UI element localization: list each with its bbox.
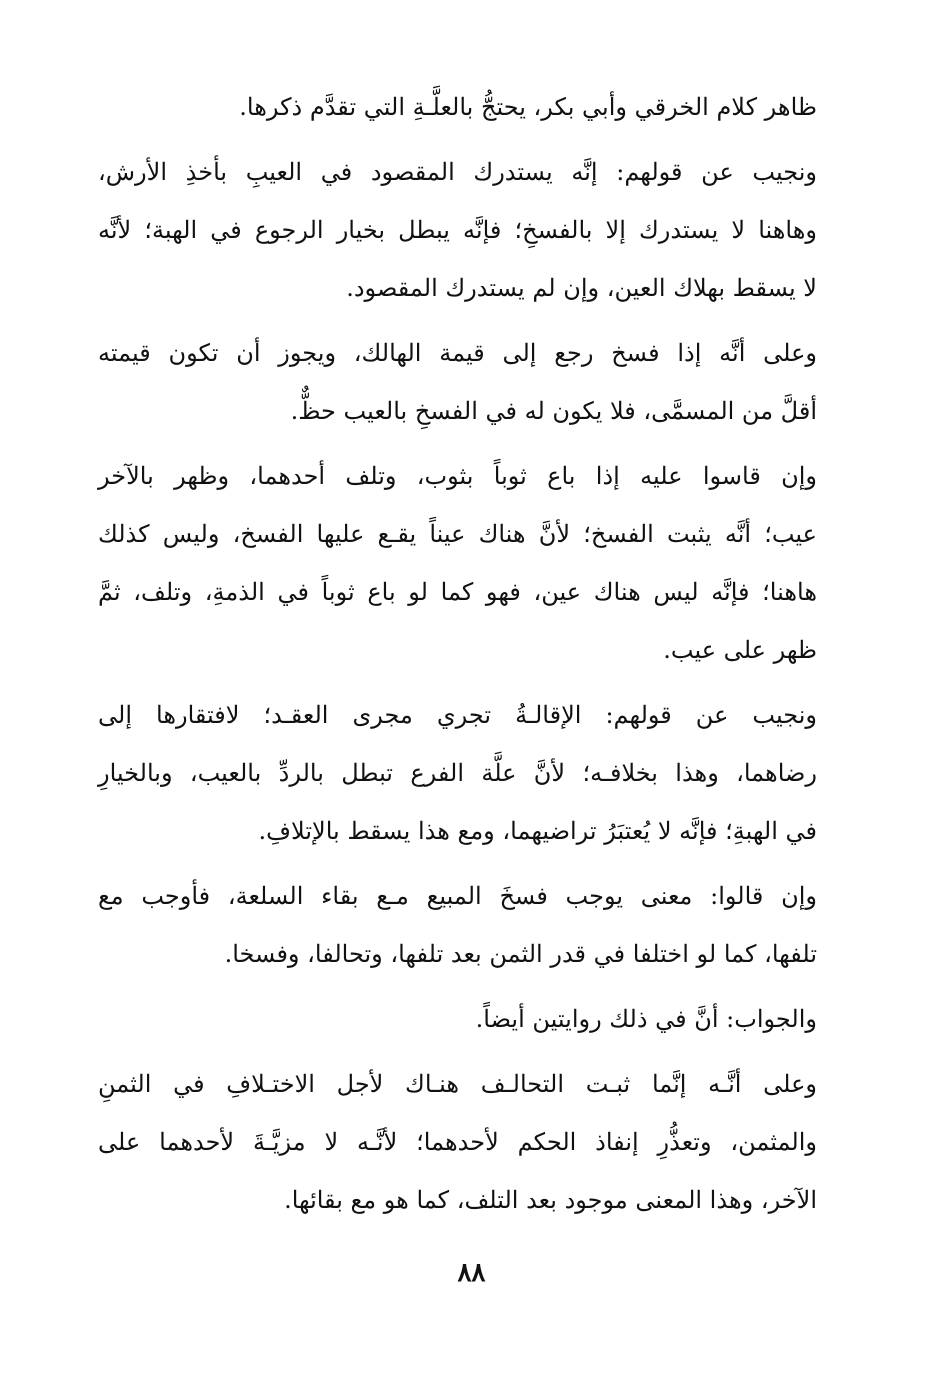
text-line: وعلى أنَّـه إنَّما ثبـت التحالـف هنـاك لأجل الاختـلافِ في الثمنِ bbox=[98, 1070, 818, 1098]
text-line: رضاهما، وهذا بخلافـه؛ لأنَّ علَّة الفرع تبطل بالردِّ بالعيب، وبالخيارِ bbox=[98, 759, 817, 787]
paragraph-gap bbox=[98, 136, 817, 143]
paragraph-gap bbox=[98, 1048, 817, 1055]
text-line: وإن قاسوا عليه إذا باع ثوباً بثوب، وتلف أحدهما، وظهر بالآخر bbox=[98, 462, 818, 490]
paragraph bbox=[98, 990, 817, 1048]
text-line: عيب؛ أنَّه يثبت الفسخ؛ لأنَّ هناك عيناً يقـع عليها الفسخ، وليس كذلك bbox=[98, 520, 817, 548]
text-line: ونجيب عن قولهم: الإقالـةُ تجري مجرى العقـد؛ لافتقارها إلى bbox=[98, 701, 817, 729]
paragraph bbox=[98, 324, 817, 440]
text-line: في الهبةِ؛ فإنَّه لا يُعتبَرُ تراضيهما، ومع هذا يسقط بالإتلافِ. bbox=[258, 817, 817, 845]
text-line: والجواب: أنَّ في ذلك روايتين أيضاً. bbox=[475, 1005, 817, 1033]
text-line: هاهنا؛ فإنَّه ليس هناك عين، فهو كما لو باع ثوباً في الذمةِ، وتلف، ثمَّ bbox=[98, 578, 817, 606]
text-line: وهاهنا لا يستدرك إلا بالفسخِ؛ فإنَّه يبطل بخيار الرجوع في الهبة؛ لأنَّه bbox=[98, 216, 817, 244]
page-number: ٨٨ bbox=[457, 1258, 486, 1288]
paragraph bbox=[98, 1055, 817, 1229]
text-line: والمثمن، وتعذُّرِ إنفاذ الحكم لأحدهما؛ لأنَّـه لا مزيَّـةَ لأحدهما على bbox=[98, 1128, 817, 1156]
paragraph bbox=[98, 143, 817, 317]
text-line: ظهر على عيب. bbox=[663, 636, 817, 664]
paragraph-gap bbox=[98, 440, 817, 447]
text-line: ظاهر كلام الخرقي وأبي بكر، يحتجُّ بالعلَّـةِ التي تقدَّم ذكرها. bbox=[239, 93, 817, 121]
paragraph bbox=[98, 686, 817, 860]
text-line: ونجيب عن قولهم: إنَّه يستدرك المقصود في العيبِ بأخذِ الأرش، bbox=[98, 158, 817, 186]
paragraph bbox=[98, 78, 817, 136]
text-line: وإن قالوا: معنى يوجب فسخَ المبيع مـع بقاء السلعة، فأوجب مع bbox=[98, 882, 817, 910]
paragraph bbox=[98, 447, 817, 679]
paragraph-gap bbox=[98, 317, 817, 324]
text-line: الآخر، وهذا المعنى موجود بعد التلف، كما هو مع بقائها. bbox=[284, 1186, 817, 1214]
paragraph-gap bbox=[98, 983, 817, 990]
paragraph-gap bbox=[98, 679, 817, 686]
paragraph bbox=[98, 867, 817, 983]
text-line: وعلى أنَّه إذا فسخ رجع إلى قيمة الهالك، ويجوز أن تكون قيمته bbox=[98, 339, 817, 367]
text-line: لا يسقط بهلاك العين، وإن لم يستدرك المقصود. bbox=[346, 274, 817, 302]
text-line: تلفها، كما لو اختلفا في قدر الثمن بعد تلفها، وتحالفا، وفسخا. bbox=[224, 940, 817, 968]
text-line: أقلَّ من المسمَّى، فلا يكون له في الفسخِ بالعيب حظٌّ. bbox=[290, 397, 817, 425]
paragraph-gap bbox=[98, 860, 817, 867]
body-text bbox=[98, 78, 817, 1229]
